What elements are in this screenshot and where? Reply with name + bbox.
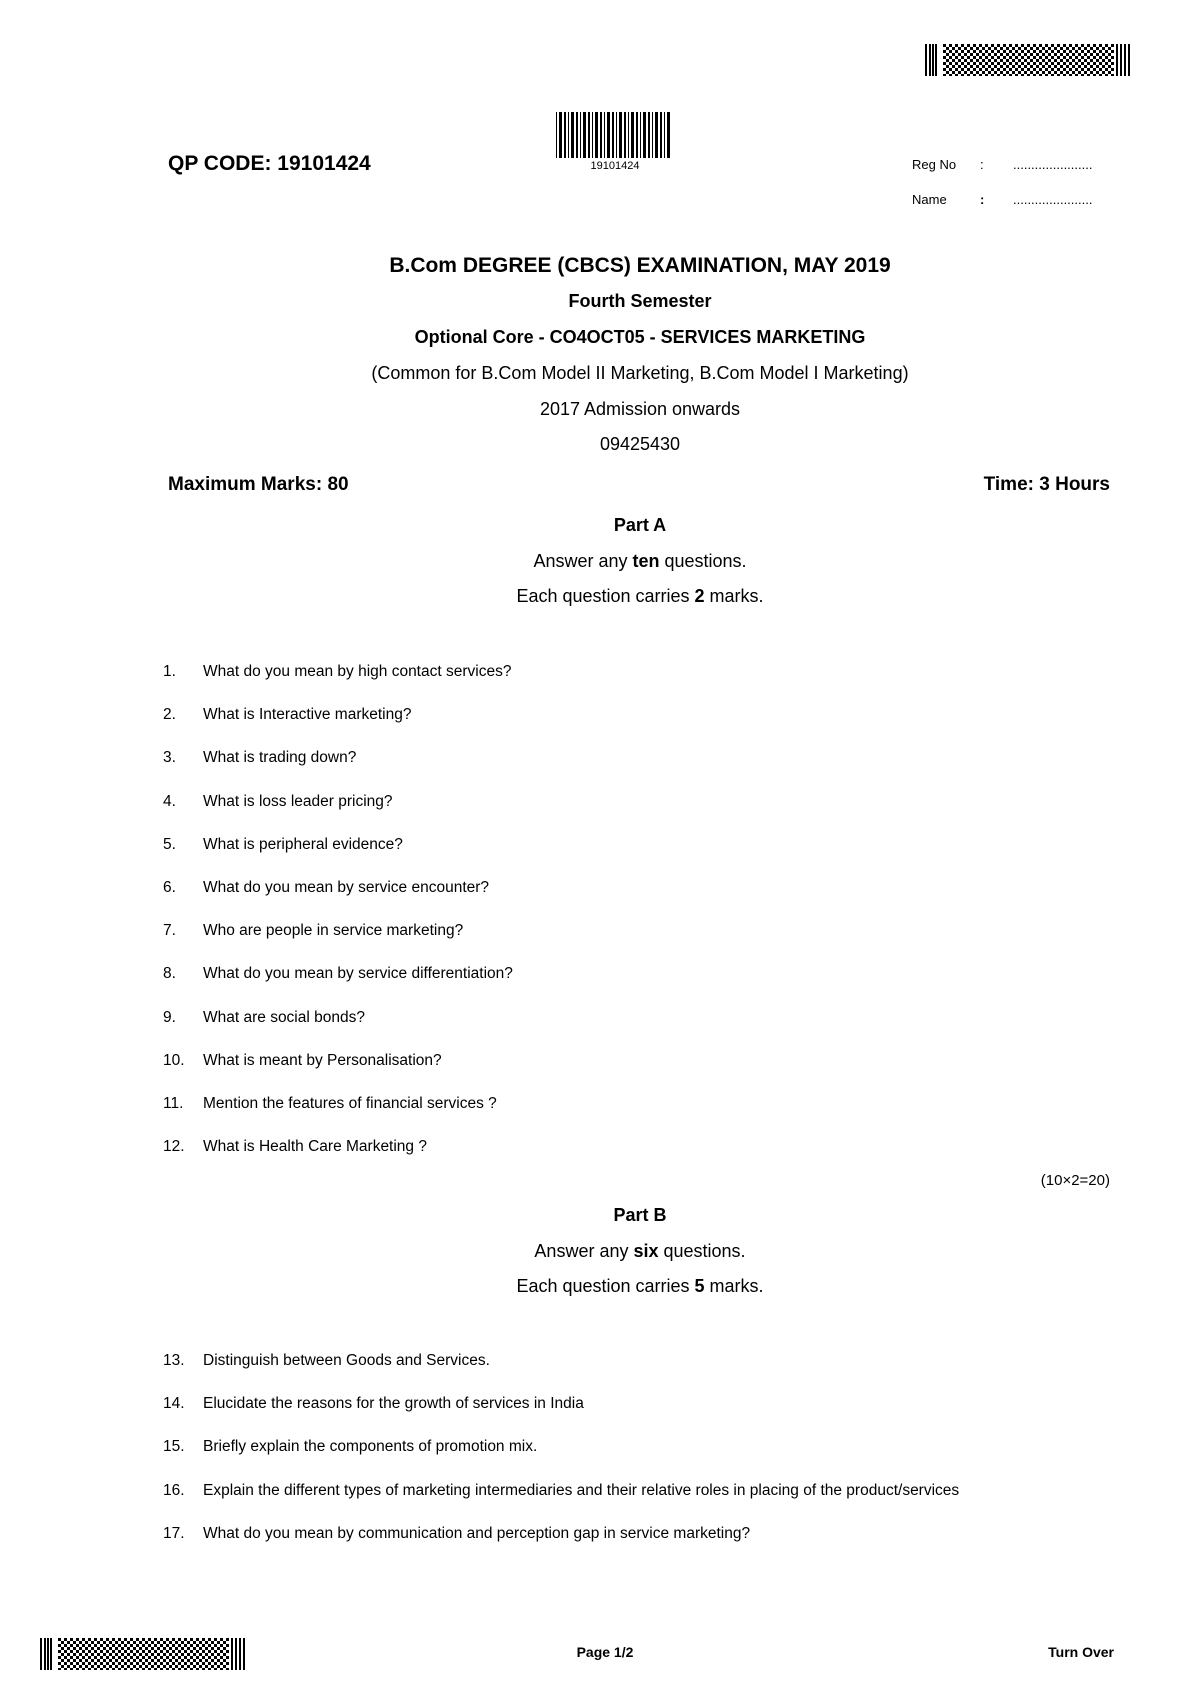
part-a-instruction: Answer any ten questions. [533,551,747,571]
turn-over: Turn Over [1048,1644,1114,1660]
course-title: Optional Core - CO4OCT05 - SERVICES MARKETING [414,327,866,347]
question-text: Briefly explain the components of promotion mix. [203,1438,538,1456]
question-item [163,1482,959,1500]
question-number: 9. [163,1008,176,1026]
question-text: What do you mean by communication and perception gap in service marketing? [203,1524,751,1542]
question-item [163,1395,584,1413]
question-number: 12. [163,1138,185,1156]
question-item [163,1052,442,1070]
admission: 2017 Admission onwards [539,399,741,419]
bottom-left-barcode [40,1638,245,1670]
part-b-title: Part B [613,1205,667,1225]
question-item [163,1352,490,1370]
question-number: 16. [163,1481,185,1499]
question-text: What do you mean by service differentiation? [203,965,513,983]
reg-no-field[interactable]: ...................... [1013,157,1093,172]
question-number: 17. [163,1524,185,1542]
question-item [163,1438,537,1456]
barcode-number: 19101424 [590,160,640,172]
center-barcode [556,112,674,158]
question-text: Mention the features of financial services ? [203,1095,497,1112]
exam-code: 09425430 [599,434,681,454]
page-number: Page 1/2 [576,1644,634,1660]
question-text: Distinguish between Goods and Services. [203,1352,490,1369]
question-number: 15. [163,1438,185,1456]
question-item [163,1095,497,1113]
semester: Fourth Semester [568,291,712,311]
question-item [163,922,463,940]
question-item [163,749,356,767]
question-number: 5. [163,835,176,853]
question-item [163,836,403,854]
qp-code: QP CODE: 19101424 [168,152,371,175]
name-field[interactable]: ...................... [1013,192,1093,207]
question-number: 10. [163,1051,185,1069]
part-a-title: Part A [613,515,667,535]
question-item [163,706,411,724]
question-item [163,1138,427,1156]
question-number: 13. [163,1352,185,1369]
question-item [163,793,393,811]
question-number: 8. [163,965,176,983]
top-right-barcode [925,44,1130,76]
question-number: 1. [163,663,176,680]
question-text: What is trading down? [203,749,357,767]
reg-no-label: Reg No [912,157,957,172]
question-number: 6. [163,879,176,896]
name-label: Name [912,192,947,207]
part-b-marks: Each question carries 5 marks. [516,1276,764,1296]
question-number: 2. [163,706,176,724]
reg-no-colon: : [980,157,984,172]
question-item [163,1525,750,1543]
name-colon: : [980,192,985,207]
question-text: Explain the different types of marketing intermediaries and their relative roles in placing of the product/services [203,1481,960,1499]
part-b-instruction: Answer any six questions. [534,1241,746,1261]
exam-time: Time: 3 Hours [983,474,1110,495]
question-text: What do you mean by service encounter? [203,879,490,896]
question-item [163,965,513,983]
question-text: What is loss leader pricing? [203,792,393,810]
question-number: 7. [163,922,176,940]
question-item [163,663,511,681]
question-text: What is peripheral evidence? [203,835,403,853]
common-for: (Common for B.Com Model II Marketing, B.Com Model I Marketing) [371,363,909,383]
question-text: What is Health Care Marketing ? [203,1138,427,1156]
question-text: Elucidate the reasons for the growth of services in India [203,1395,584,1413]
question-text: What is Interactive marketing? [203,706,412,724]
question-text: Who are people in service marketing? [203,922,464,940]
question-text: What are social bonds? [203,1008,365,1026]
question-item [163,879,489,897]
question-item [163,1009,365,1027]
question-text: What do you mean by high contact services? [203,663,512,680]
question-number: 3. [163,749,176,767]
part-a-tally: (10×2=20) [1040,1172,1110,1189]
question-number: 4. [163,792,176,810]
max-marks: Maximum Marks: 80 [168,474,349,495]
question-text: What is meant by Personalisation? [203,1051,442,1069]
question-number: 14. [163,1395,185,1413]
question-number: 11. [163,1095,184,1112]
part-a-marks: Each question carries 2 marks. [516,586,764,606]
exam-title: B.Com DEGREE (CBCS) EXAMINATION, MAY 2019 [389,254,891,277]
